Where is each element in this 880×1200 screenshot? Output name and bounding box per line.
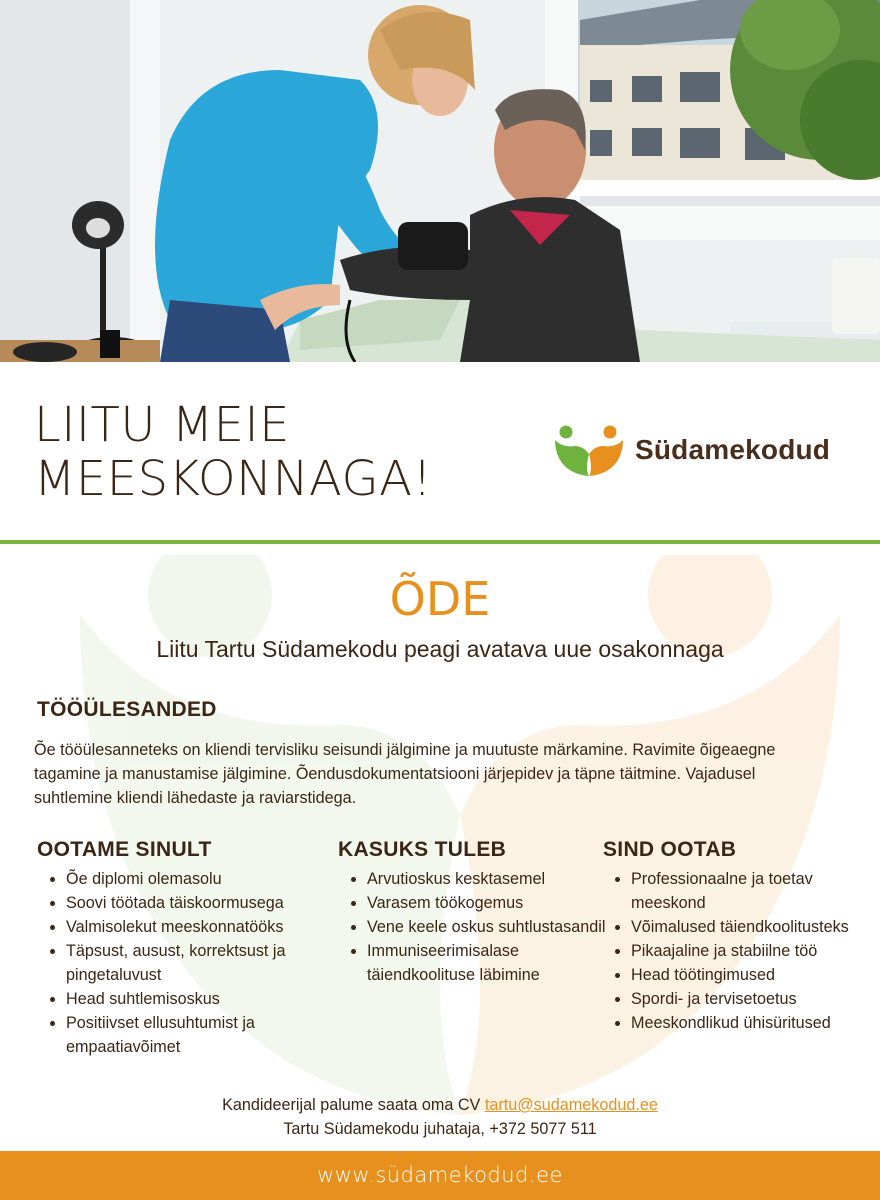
list-item: • Meeskondlikud ühisüritused (631, 1011, 880, 1035)
benefits-heading: SIND OOTAB (603, 838, 737, 861)
list-item: • Võimalused täiendkoolitusteks (631, 915, 880, 939)
contact-info (0, 1093, 880, 1141)
contact-line-2: Tartu Südamekodu juhataja, +372 5077 511 (283, 1120, 597, 1138)
benefits-list (601, 867, 880, 1035)
headline-line-2: MEESKONNAGA! (34, 451, 433, 507)
brand-name: Südamekodud (635, 434, 831, 465)
list-item: • Soovi töötada täiskoormusega (66, 891, 356, 915)
headline (34, 398, 514, 506)
divider-green (0, 540, 880, 544)
list-item: • Valmisolekut meeskonnatööks (66, 915, 356, 939)
advantages-heading: KASUKS TULEB (338, 838, 507, 861)
list-item: • Professionaalne ja toetav meeskond (631, 867, 880, 915)
list-item: • Immuniseerimisalase täiendkoolituse läbimine (367, 939, 607, 987)
list-item: • Arvutioskus kesktasemel (367, 867, 607, 891)
list-item: • Pikaajaline ja stabiilne töö (631, 939, 880, 963)
list-item: • Õe diplomi olemasolu (66, 867, 356, 891)
website-link[interactable]: www.südamekodud.ee (317, 1163, 563, 1187)
footer-website-bar (0, 1151, 880, 1200)
advantages-list (337, 867, 607, 987)
requirements-list (36, 867, 356, 1059)
list-item: • Vene keele oskus suhtlustasandil (367, 915, 607, 939)
duties-heading: TÖÖÜLESANDED (37, 698, 217, 721)
list-item: • Positiivset ellusuhtumist ja empaatiavõimet (66, 1011, 356, 1059)
duties-text: Õe tööülesanneteks on kliendi tervisliku seisundi jälgimine ja muutuste märkamine. Ravimite õigeaegne tagamine ja manustamise jälgimine. Õendusdokumentatsiooni järjepidev ja täpne täitmine. Vajadusel suhtlemine kliendi lähedaste ja raviarstidega. (34, 741, 776, 807)
hero-photo-nurse-measuring-blood-pressure (0, 0, 880, 362)
two-figures-heart-logo-icon (553, 422, 625, 478)
contact-line-1 (0, 1093, 880, 1117)
list-item: • Varasem töökogemus (367, 891, 607, 915)
list-item: • Spordi- ja tervisetoetus (631, 987, 880, 1011)
brand-logo (553, 420, 830, 480)
email-link[interactable]: tartu@sudamekodud.ee (484, 1096, 658, 1114)
contact-prefix: Kandideerijal palume saata oma CV (222, 1096, 481, 1114)
job-subtitle: Liitu Tartu Südamekodu peagi avatava uue osakonnaga (156, 636, 724, 662)
headline-line-1: LIITU MEIE (34, 397, 290, 453)
list-item: • Head suhtlemisoskus (66, 987, 356, 1011)
list-item: • Täpsust, ausust, korrektsust ja pingetaluvust (66, 939, 356, 987)
job-title: ÕDE (389, 572, 491, 626)
requirements-heading: OOTAME SINULT (37, 838, 212, 861)
list-item: • Head töötingimused (631, 963, 880, 987)
